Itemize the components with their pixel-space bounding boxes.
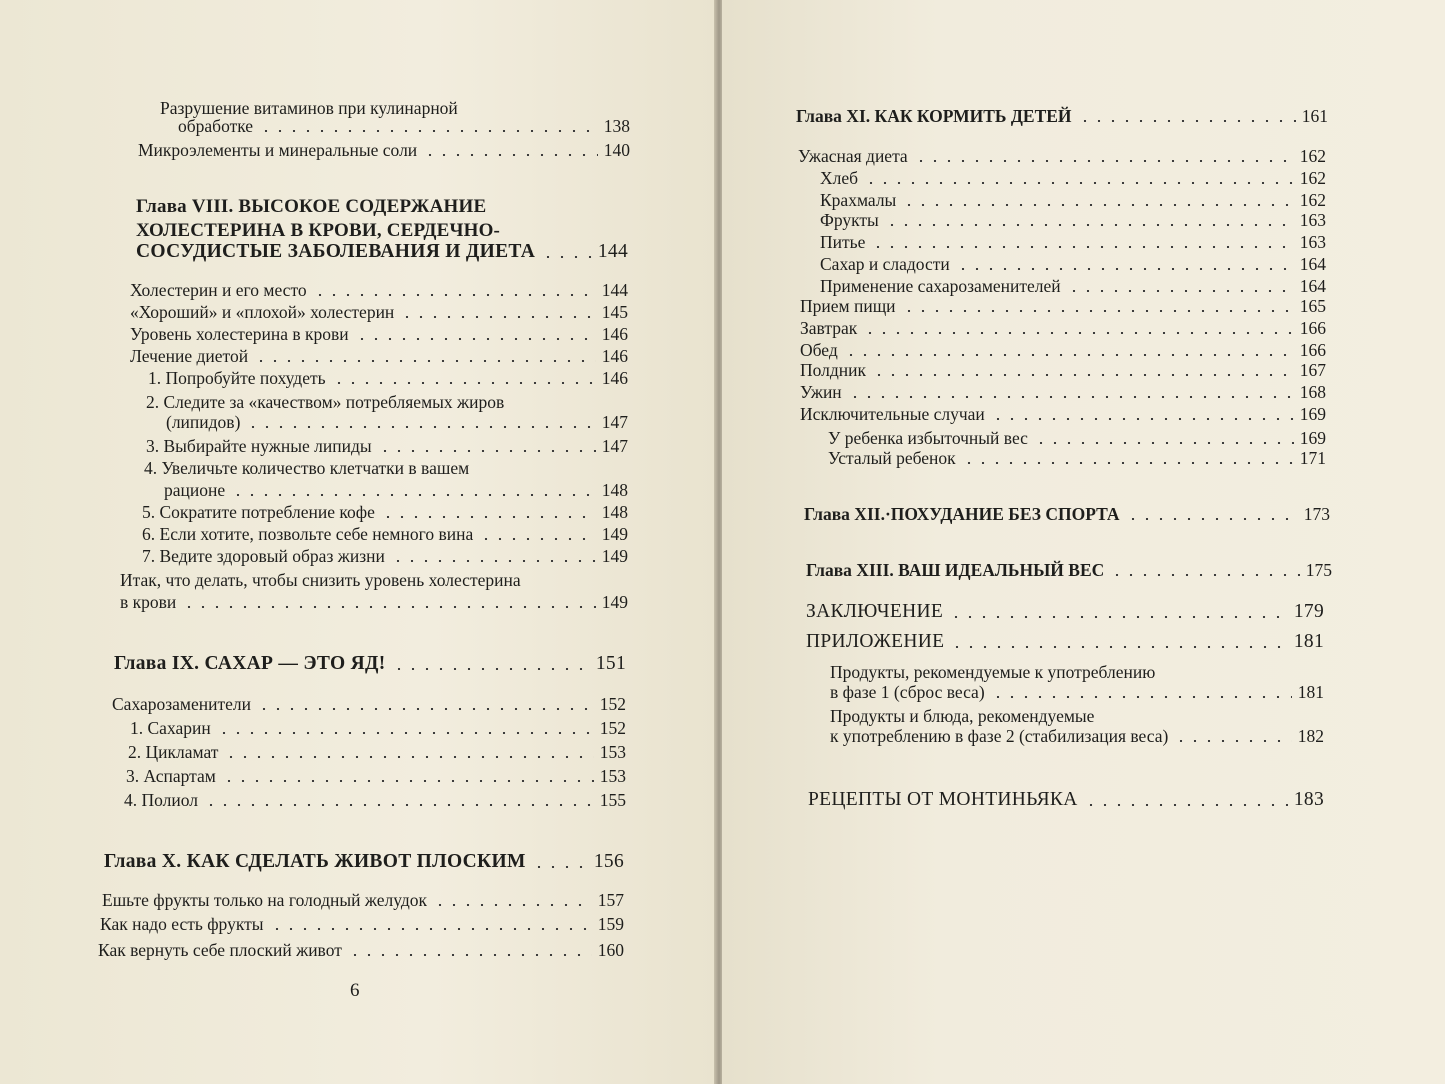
page-ref: 161 <box>1301 106 1328 126</box>
page-ref: 164 <box>1299 276 1326 296</box>
toc-entry[interactable]: Микроэлементы и минеральные соли 140 <box>138 140 630 160</box>
toc-entry[interactable]: Уровень холестерина в крови 146 <box>130 324 628 344</box>
toc-entry[interactable]: Хлеб 162 <box>820 168 1326 188</box>
dot-leader <box>231 494 596 496</box>
toc-entry-text: 2. Следите за «качеством» потребляемых жиров <box>146 392 505 412</box>
dot-leader <box>1084 804 1288 806</box>
dot-leader <box>479 538 595 540</box>
dot-leader <box>1126 518 1298 520</box>
chapter-heading: ХОЛЕСТЕРИНА В КРОВИ, СЕРДЕЧНО- <box>136 220 501 241</box>
page-ref: 168 <box>1299 382 1326 402</box>
toc-entry[interactable]: в фазе 1 (сброс веса) 181 <box>830 682 1324 702</box>
toc-entry[interactable]: Крахмалы 162 <box>820 190 1326 210</box>
toc-entry[interactable]: 1. Попробуйте похудеть 146 <box>148 368 628 388</box>
toc-entry[interactable]: Как вернуть себе плоский живот 160 <box>98 940 624 960</box>
toc-entry[interactable]: Холестерин и его место 144 <box>130 280 628 300</box>
toc-entry[interactable]: 3. Аспартам 153 <box>126 766 626 786</box>
toc-entry[interactable]: Усталый ребенок 171 <box>828 448 1326 468</box>
dot-leader <box>1078 120 1296 122</box>
toc-entry[interactable]: Обед 166 <box>800 340 1326 360</box>
toc-entry[interactable]: 6. Если хотите, позвольте себе немного вина 149 <box>142 524 628 544</box>
toc-entry[interactable]: Применение сахарозаменителей 164 <box>820 276 1326 296</box>
dot-leader <box>848 396 1294 398</box>
page-ref: 146 <box>601 324 628 344</box>
page-ref: 149 <box>601 592 628 612</box>
page-ref: 149 <box>601 524 628 544</box>
toc-section[interactable]: ПРИЛОЖЕНИЕ 181 <box>806 631 1324 652</box>
dot-leader <box>872 374 1294 376</box>
dot-leader <box>270 928 592 930</box>
toc-entry[interactable]: Лечение диетой 146 <box>130 346 628 366</box>
toc-chapter[interactable]: Глава XII.·ПОХУДАНИЕ БЕЗ СПОРТА 173 <box>804 504 1330 524</box>
toc-entry[interactable]: 3. Выбирайте нужные липиды 147 <box>146 436 628 456</box>
page-ref: 169 <box>1299 404 1326 424</box>
dot-leader <box>541 256 592 258</box>
page-ref: 179 <box>1293 601 1324 622</box>
toc-chapter[interactable]: Глава X. КАК СДЕЛАТЬ ЖИВОТ ПЛОСКИМ 156 <box>104 851 624 872</box>
dot-leader <box>204 804 594 806</box>
page-ref: 152 <box>599 718 626 738</box>
page-ref: 147 <box>601 436 628 456</box>
dot-leader <box>433 904 592 906</box>
page-number: 6 <box>350 980 360 1001</box>
page-ref: 153 <box>599 742 626 762</box>
page-ref: 181 <box>1297 682 1324 702</box>
toc-entry[interactable]: Ешьте фрукты только на голодный желудок 157 <box>102 890 624 910</box>
dot-leader <box>956 268 1294 270</box>
dot-leader <box>991 696 1292 698</box>
page-ref: 140 <box>603 140 630 160</box>
page-ref: 162 <box>1299 146 1326 166</box>
page-ref: 183 <box>1293 789 1324 810</box>
toc-entry[interactable]: Ужасная диета 162 <box>798 146 1326 166</box>
page-ref: 169 <box>1299 428 1326 448</box>
dot-leader <box>949 616 1288 618</box>
toc-entry[interactable]: рационе 148 <box>164 480 628 500</box>
toc-chapter[interactable]: Глава IX. САХАР — ЭТО ЯД! 151 <box>114 653 626 674</box>
toc-entry[interactable]: Полдник 167 <box>800 360 1326 380</box>
left-page <box>0 0 716 1084</box>
toc-chapter[interactable]: СОСУДИСТЫЕ ЗАБОЛЕВАНИЯ И ДИЕТА 144 <box>136 241 628 262</box>
page-ref: 152 <box>599 694 626 714</box>
dot-leader <box>224 756 593 758</box>
dot-leader <box>348 954 592 956</box>
dot-leader <box>914 160 1294 162</box>
page-ref: 153 <box>599 766 626 786</box>
toc-entry[interactable]: обработке 138 <box>178 116 630 136</box>
toc-entry[interactable]: в крови 149 <box>120 592 628 612</box>
toc-entry[interactable]: Сахарозаменители 152 <box>112 694 626 714</box>
dot-leader <box>400 316 595 318</box>
page-ref: 164 <box>1299 254 1326 274</box>
dot-leader <box>332 382 596 384</box>
toc-entry[interactable]: 1. Сахарин 152 <box>130 718 626 738</box>
toc-entry[interactable]: Завтрак 166 <box>800 318 1326 338</box>
dot-leader <box>991 418 1294 420</box>
page-ref: 167 <box>1299 360 1326 380</box>
page-ref: 149 <box>601 546 628 566</box>
page-ref: 155 <box>599 790 626 810</box>
toc-entry-text: Продукты, рекомендуемые к употреблению <box>830 662 1156 682</box>
dot-leader <box>381 516 596 518</box>
toc-section[interactable]: ЗАКЛЮЧЕНИЕ 179 <box>806 601 1324 622</box>
toc-entry[interactable]: (липидов) 147 <box>166 412 628 432</box>
toc-entry[interactable]: «Хороший» и «плохой» холестерин 145 <box>130 302 628 322</box>
toc-entry[interactable]: 4. Полиол 155 <box>124 790 626 810</box>
page-ref: 146 <box>601 346 628 366</box>
toc-entry[interactable]: 2. Цикламат 153 <box>128 742 626 762</box>
page-ref: 181 <box>1293 631 1324 652</box>
page-ref: 162 <box>1299 168 1326 188</box>
page-ref: 175 <box>1305 560 1332 580</box>
page-ref: 182 <box>1297 726 1324 746</box>
dot-leader <box>532 866 588 868</box>
page-ref: 163 <box>1299 210 1326 230</box>
toc-entry[interactable]: 7. Ведите здоровый образ жизни 149 <box>142 546 628 566</box>
toc-entry[interactable]: Фрукты 163 <box>820 210 1326 230</box>
dot-leader <box>962 462 1294 464</box>
page-ref: 144 <box>601 280 628 300</box>
toc-entry-text: Продукты и блюда, рекомендуемые <box>830 706 1095 726</box>
dot-leader <box>257 708 594 710</box>
page-ref: 159 <box>597 914 624 934</box>
dot-leader <box>885 224 1294 226</box>
toc-entry-text: 4. Увеличьте количество клетчатки в вашем <box>144 458 470 478</box>
page-ref: 166 <box>1299 318 1326 338</box>
toc-entry[interactable]: Сахар и сладости 164 <box>820 254 1326 274</box>
page-ref: 162 <box>1299 190 1326 210</box>
page-ref: 144 <box>597 241 628 262</box>
toc-entry[interactable]: Как надо есть фрукты 159 <box>100 914 624 934</box>
dot-leader <box>392 668 590 670</box>
page-ref: 165 <box>1299 296 1326 316</box>
dot-leader <box>863 332 1294 334</box>
dot-leader <box>423 154 598 156</box>
page-ref: 148 <box>601 480 628 500</box>
dot-leader <box>1174 740 1291 742</box>
page-ref: 171 <box>1299 448 1326 468</box>
page-ref: 147 <box>601 412 628 432</box>
page-ref: 156 <box>593 851 624 872</box>
toc-entry[interactable]: У ребенка избыточный вес 169 <box>828 428 1326 448</box>
toc-entry-text: Итак, что делать, чтобы снизить уровень холестерина <box>120 570 521 590</box>
dot-leader <box>950 646 1288 648</box>
dot-leader <box>378 450 596 452</box>
toc-entry[interactable]: 5. Сократите потребление кофе 148 <box>142 502 628 522</box>
toc-entry-text: Разрушение витаминов при кулинарной <box>160 98 458 118</box>
page-ref: 148 <box>601 502 628 522</box>
toc-chapter[interactable]: Глава XIII. ВАШ ИДЕАЛЬНЫЙ ВЕС 175 <box>806 560 1332 580</box>
toc-entry[interactable]: Ужин 168 <box>800 382 1326 402</box>
chapter-heading: Глава VIII. ВЫСОКОЕ СОДЕРЖАНИЕ <box>136 196 487 217</box>
page-ref: 145 <box>601 302 628 322</box>
right-page <box>722 0 1445 1084</box>
toc-entry[interactable]: Питье 163 <box>820 232 1326 252</box>
page-ref: 163 <box>1299 232 1326 252</box>
dot-leader <box>254 360 596 362</box>
dot-leader <box>182 606 595 608</box>
page-ref: 173 <box>1303 504 1330 524</box>
dot-leader <box>864 182 1294 184</box>
page-ref: 157 <box>597 890 624 910</box>
page-ref: 138 <box>603 116 630 136</box>
dot-leader <box>902 310 1294 312</box>
toc-section[interactable]: РЕЦЕПТЫ ОТ МОНТИНЬЯКА 183 <box>808 789 1324 810</box>
toc-entry[interactable]: Исключительные случаи 169 <box>800 404 1326 424</box>
dot-leader <box>259 130 598 132</box>
toc-entry[interactable]: Прием пищи 165 <box>800 296 1326 316</box>
dot-leader <box>313 294 596 296</box>
dot-leader <box>222 780 594 782</box>
toc-entry[interactable]: к употреблению в фазе 2 (стабилизация веса) 182 <box>830 726 1324 746</box>
page-ref: 146 <box>601 368 628 388</box>
dot-leader <box>217 732 594 734</box>
dot-leader <box>391 560 596 562</box>
dot-leader <box>871 246 1293 248</box>
page-ref: 160 <box>597 940 624 960</box>
page-ref: 166 <box>1299 340 1326 360</box>
dot-leader <box>246 426 595 428</box>
dot-leader <box>355 338 596 340</box>
dot-leader <box>1110 574 1299 576</box>
page-ref: 151 <box>595 653 626 674</box>
toc-chapter[interactable]: Глава XI. КАК КОРМИТЬ ДЕТЕЙ 161 <box>796 106 1328 126</box>
